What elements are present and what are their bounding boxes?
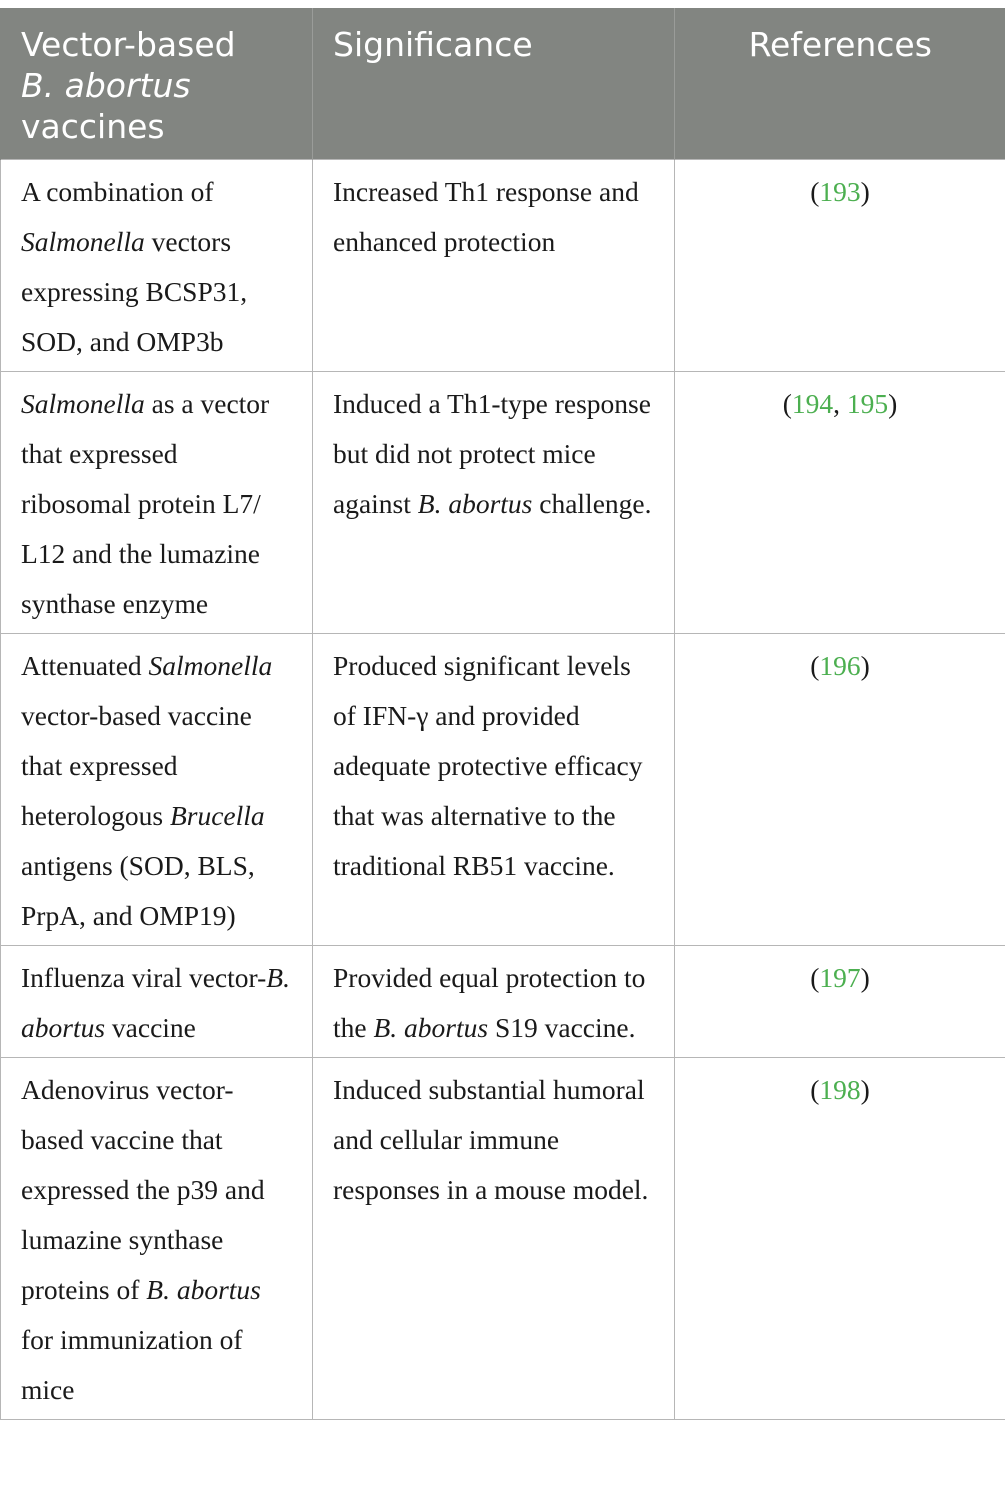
significance-text: Produced significant levels of IFN-γ and provided adequate protective efficacy that was alternative to the traditional RB51 vaccine. xyxy=(333,650,643,881)
significance-text: Induced a Th1-type response but did not protect mice against xyxy=(333,388,651,519)
vaccine-cell xyxy=(1,634,313,946)
table-row xyxy=(1,160,1005,372)
significance-text: Provided equal protection to the xyxy=(333,962,646,1043)
significance-text: challenge. xyxy=(532,488,652,519)
vaccine-text-italic: Salmonella xyxy=(21,388,145,419)
vaccine-text: antigens (SOD, BLS, PrpA, and OMP19) xyxy=(21,850,255,931)
vaccine-text: Attenuated xyxy=(21,650,149,681)
header-vaccines-line2: B. abortus xyxy=(21,66,191,105)
ref-paren-close: ) xyxy=(860,176,870,207)
references-cell xyxy=(675,1058,1005,1420)
significance-cell xyxy=(313,634,675,946)
citation-link[interactable]: 194 xyxy=(791,388,834,419)
ref-paren-close: ) xyxy=(860,1074,870,1105)
ref-paren-open: ( xyxy=(810,962,820,993)
references-cell xyxy=(675,634,1005,946)
table-row xyxy=(1,634,1005,946)
vaccine-table xyxy=(0,8,1005,1420)
vaccine-text: Adenovirus vector-based vaccine that expressed the p39 and lumazine synthase proteins of xyxy=(21,1074,265,1305)
vaccine-text: Influenza viral vector- xyxy=(21,962,267,993)
significance-cell xyxy=(313,946,675,1058)
significance-text: Increased Th1 response and enhanced protection xyxy=(333,176,639,257)
vaccine-cell xyxy=(1,1058,313,1420)
significance-text-italic: B. abortus xyxy=(417,488,533,519)
header-references: References xyxy=(675,8,1005,160)
vaccine-cell xyxy=(1,160,313,372)
header-vaccines-line1: Vector-based xyxy=(21,25,236,64)
table-row xyxy=(1,946,1005,1058)
vaccine-text: vaccine xyxy=(105,1012,196,1043)
vaccine-text: as a vector that expressed ribosomal protein L7/ L12 and the lumazine synthase enzyme xyxy=(21,388,270,619)
header-vaccines-line3: vaccines xyxy=(21,107,165,146)
vaccine-cell xyxy=(1,946,313,1058)
ref-paren-close: ) xyxy=(860,650,870,681)
ref-paren-open: ( xyxy=(810,650,820,681)
significance-cell xyxy=(313,160,675,372)
vaccine-text-italic: B. abortus xyxy=(146,1274,261,1305)
vaccine-text-italic: Salmonella xyxy=(21,226,145,257)
references-cell xyxy=(675,946,1005,1058)
ref-paren-close: ) xyxy=(888,388,898,419)
ref-paren-open: ( xyxy=(810,1074,820,1105)
vaccine-cell xyxy=(1,372,313,634)
references-cell xyxy=(675,160,1005,372)
vaccine-text: for immunization of mice xyxy=(21,1324,243,1405)
vaccine-text: A combination of xyxy=(21,176,214,207)
header-vaccines xyxy=(1,8,313,160)
table-row xyxy=(1,1058,1005,1420)
vaccine-text-italic: B. abortus xyxy=(21,962,290,1043)
citation-link[interactable]: 197 xyxy=(819,962,861,993)
vaccine-text-italic: Salmonella xyxy=(148,650,273,681)
ref-separator: , xyxy=(833,388,847,419)
significance-cell xyxy=(313,372,675,634)
significance-text-italic: B. abortus xyxy=(373,1012,489,1043)
vaccine-text-italic: Brucella xyxy=(169,800,265,831)
table-row xyxy=(1,372,1005,634)
citation-link[interactable]: 198 xyxy=(819,1074,861,1105)
significance-cell xyxy=(313,1058,675,1420)
significance-text: S19 vaccine. xyxy=(488,1012,636,1043)
significance-text: Induced substantial humoral and cellular immune responses in a mouse model. xyxy=(333,1074,649,1205)
references-cell xyxy=(675,372,1005,634)
citation-link[interactable]: 193 xyxy=(819,176,861,207)
citation-link[interactable]: 195 xyxy=(846,388,889,419)
vaccine-text: vector-based vaccine that expressed heterologous xyxy=(21,700,252,831)
header-significance: Significance xyxy=(313,8,675,160)
vaccine-text: vectors expressing BCSP31, SOD, and OMP3b xyxy=(21,226,248,357)
ref-paren-close: ) xyxy=(860,962,870,993)
ref-paren-open: ( xyxy=(782,388,792,419)
table-header xyxy=(1,8,1005,160)
ref-paren-open: ( xyxy=(810,176,820,207)
citation-link[interactable]: 196 xyxy=(819,650,861,681)
